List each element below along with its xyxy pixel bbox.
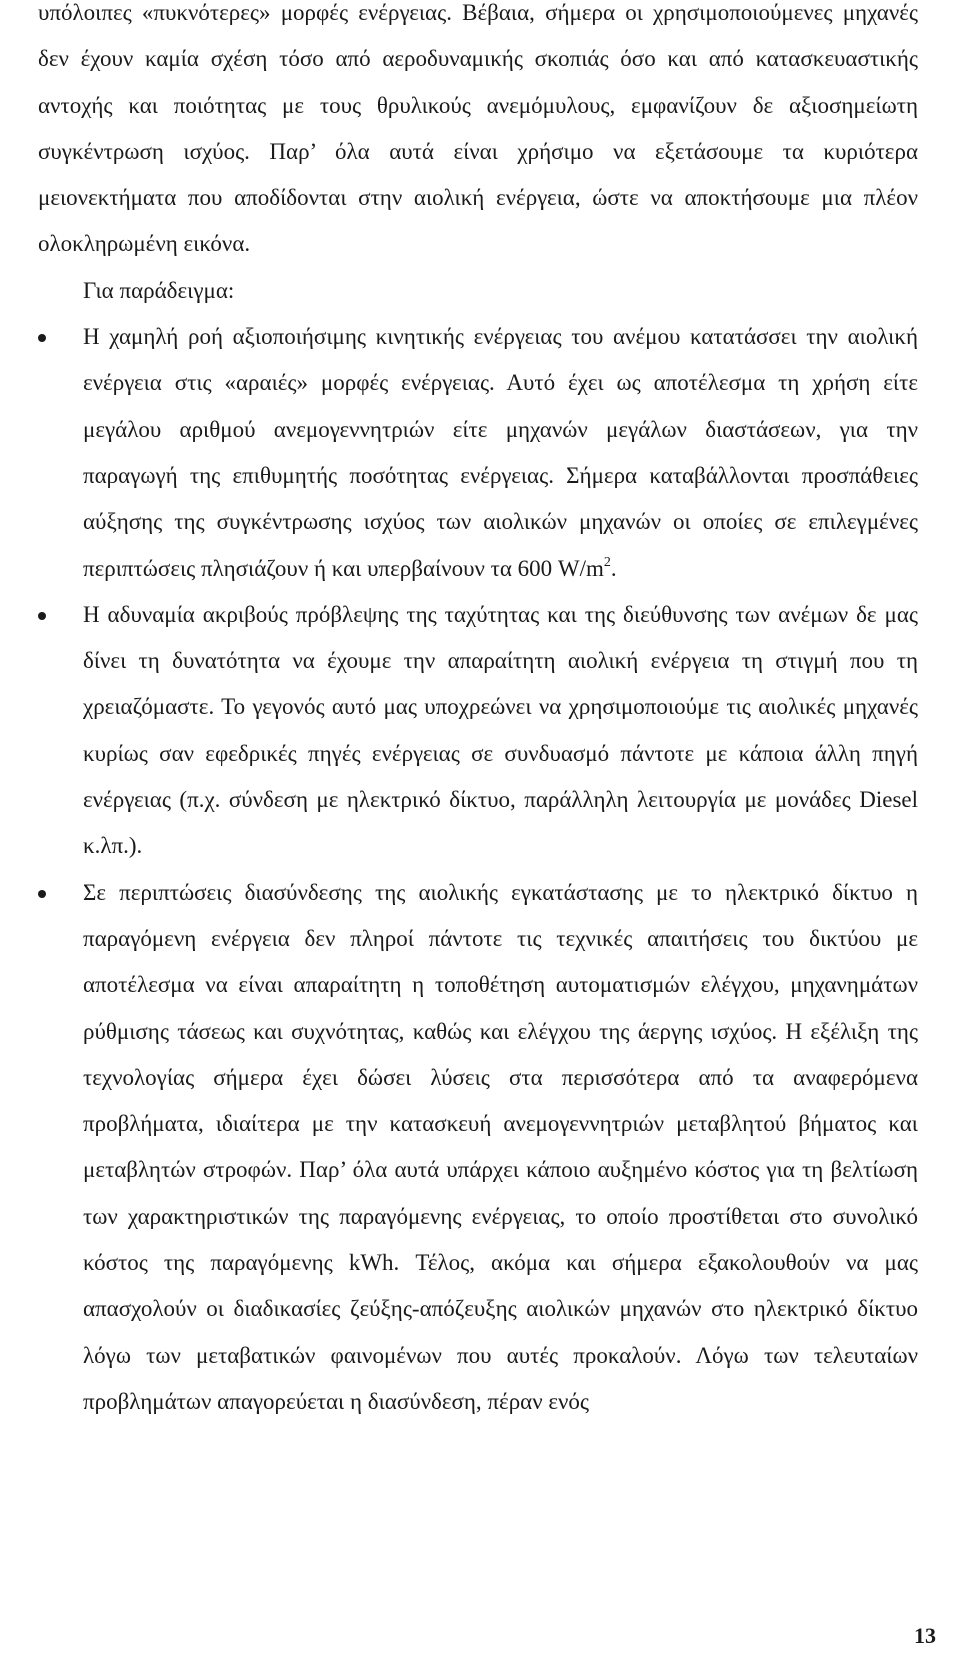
list-item	[38, 314, 918, 592]
bullet-icon	[38, 334, 46, 342]
list-item-text: Η αδυναμία ακριβούς πρόβλεψης της ταχύτητας και της διεύθυνσης των ανέμων δε μας δίνει τη δυνατότητα να έχουμε την απαραίτητη αιολική ενέργεια τη στιγμή που τη χρειαζόμαστε. Το γεγονός αυτό μας υποχρεώνει να χρησιμοποιούμε τις αιολικές μηχανές κυρίως σαν εφεδρικές πηγές ενέργειας σε συνδυασμό πάντοτε με κάποια άλλη πηγή ενέργειας (π.χ. σύνδεση με ηλεκτρικό δίκτυο, παράλληλη λειτουργία με μονάδες Diesel κ.λπ.).	[83, 601, 918, 859]
intro-paragraph: υπόλοιπες «πυκνότερες» μορφές ενέργειας. Βέβαια, σήμερα οι χρησιμοποιούμενες μηχανές δεν έχουν καμία σχέση τόσο από αεροδυναμικής σκοπιάς όσο και από κατασκευαστικής αντοχής και ποιότητας με τους θρυλικούς ανεμόμυλους, εμφανίζουν δε αξιοσημείωτη συγκέντρωση ισχύος. Παρ’ όλα αυτά είναι χρήσιμο να εξετάσουμε τα κυριότερα μειονεκτήματα που αποδίδονται στην αιολική ενέργεια, ώστε να αποκτήσουμε μια πλέον ολοκληρωμένη εικόνα.	[38, 0, 918, 257]
superscript-exponent: 2	[603, 554, 611, 570]
list-item	[38, 870, 918, 1426]
list-item-text: Σε περιπτώσεις διασύνδεσης της αιολικής εγκατάστασης με το ηλεκτρικό δίκτυο η παραγόμενη ενέργεια δεν πληροί πάντοτε τις τεχνικές απαιτήσεις του δικτύου με αποτέλεσμα να είναι απαραίτητη η τοποθέτηση αυτοματισμών ελέγχου, μηχανημάτων ρύθμισης τάσεως και συχνότητας, καθώς και ελέγχου της άεργης ισχύος. Η εξέλιξη της τεχνολογίας σήμερα έχει δώσει λύσεις στα περισσότερα από τα αναφερόμενα προβλήματα, ιδιαίτερα με την κατασκευή ανεμογεννητριών μεταβλητού βήματος και μεταβλητών στροφών. Παρ’ όλα αυτά υπάρχει κάποιο αυξημένο κόστος για τη βελτίωση των χαρακτηριστικών της παραγόμενης ενέργειας, το οποίο προστίθεται στο συνολικό κόστος της παραγόμενης kWh. Τέλος, ακόμα και σήμερα εξακολουθούν να μας απασχολούν οι διαδικασίες ζεύξης-απόζευξης αιολικών μηχανών στο ηλεκτρικό δίκτυο λόγω των μεταβατικών φαινομένων που αυτές προκαλούν. Λόγω των τελευταίων προβλημάτων απαγορεύεται η διασύνδεση, πέραν ενός	[83, 879, 918, 1414]
example-lead: Για παράδειγμα:	[83, 277, 235, 303]
bullet-icon	[38, 612, 46, 620]
page-number: 13	[914, 1623, 936, 1648]
bullet-icon	[38, 890, 46, 898]
list-item-tail: .	[610, 555, 617, 581]
list-item-text: Η χαμηλή ροή αξιοποιήσιμης κινητικής ενέργειας του ανέμου κατατάσσει την αιολική ενέργεια στις «αραιές» μορφές ενέργειας. Αυτό έχει ως αποτέλεσμα τη χρήση είτε μεγάλου αριθμού ανεμογεννητριών είτε μηχανών μεγάλων διαστάσεων, για την παραγωγή της επιθυμητής ποσότητας ενέργειας. Σήμερα καταβάλλονται προσπάθειες αύξησης της συγκέντρωσης ισχύος των αιολικών μηχανών οι οποίες σε επιλεγμένες περιπτώσεις πλησιάζουν ή και υπερβαίνουν τα 600 W/m	[83, 324, 918, 581]
disadvantages-list	[38, 314, 918, 1425]
body-text	[38, 0, 918, 1425]
list-item	[38, 592, 918, 870]
